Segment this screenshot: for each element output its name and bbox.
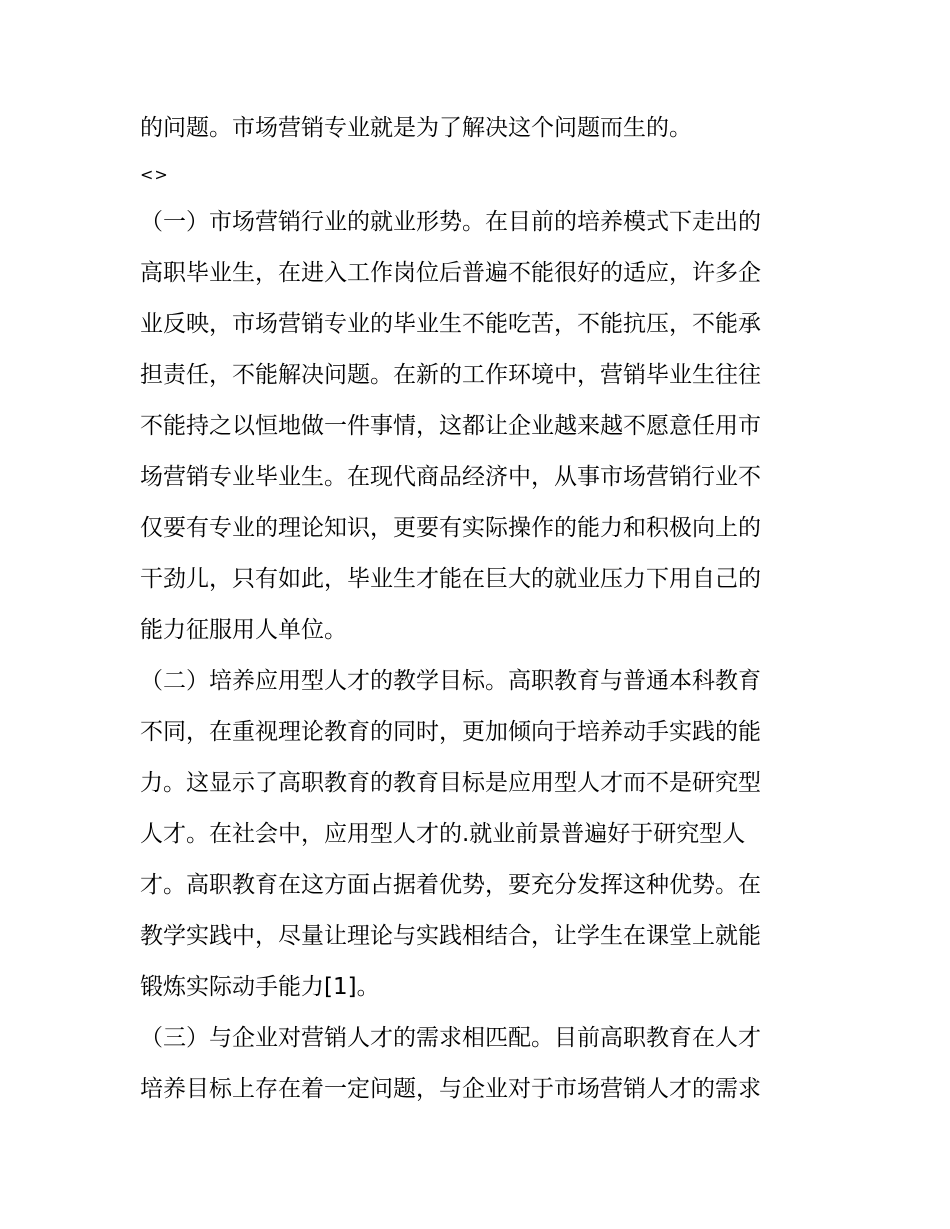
- text-line: 的问题。市场营销专业就是为了解决这个问题而生的。: [140, 115, 692, 141]
- text-line: 能力征服用人单位。: [140, 617, 347, 643]
- section-heading-3: （三）与企业对营销人才的需求相匹配。目前高职教育在人才: [140, 1025, 761, 1051]
- text-line: 力。这显示了高职教育的教育目标是应用型人才而不是研究型: [140, 770, 761, 796]
- section-heading-2: （二）培养应用型人才的教学目标。高职教育与普通本科教育: [140, 668, 761, 694]
- section-heading-1: （一）市场营销行业的就业形势。在目前的培养模式下走出的: [140, 209, 761, 235]
- placeholder-marker: <>: [140, 165, 169, 184]
- text-line: 高职毕业生，在进入工作岗位后普遍不能很好的适应，许多企: [140, 260, 761, 286]
- text-line: 锻炼实际动手能力[1]。: [140, 974, 380, 1000]
- text-line: 教学实践中，尽量让理论与实践相结合，让学生在课堂上就能: [140, 923, 761, 949]
- text-line: 才。高职教育在这方面占据着优势，要充分发挥这种优势。在: [140, 872, 761, 898]
- text-line: 担责任，不能解决问题。在新的工作环境中，营销毕业生往往: [140, 362, 761, 388]
- text-line: 人才。在社会中，应用型人才的.就业前景普遍好于研究型人: [140, 821, 746, 847]
- text-line: 仅要有专业的理论知识，更要有实际操作的能力和积极向上的: [140, 515, 761, 541]
- text-line: 培养目标上存在着一定问题，与企业对于市场营销人才的需求: [140, 1076, 761, 1102]
- text-line: 业反映，市场营销专业的毕业生不能吃苦，不能抗压，不能承: [140, 311, 761, 337]
- text-line: 场营销专业毕业生。在现代商品经济中，从事市场营销行业不: [140, 464, 761, 490]
- text-line: 干劲儿，只有如此，毕业生才能在巨大的就业压力下用自己的: [140, 566, 761, 592]
- text-line: 不能持之以恒地做一件事情，这都让企业越来越不愿意任用市: [140, 413, 761, 439]
- text-line: 不同，在重视理论教育的同时，更加倾向于培养动手实践的能: [140, 719, 761, 745]
